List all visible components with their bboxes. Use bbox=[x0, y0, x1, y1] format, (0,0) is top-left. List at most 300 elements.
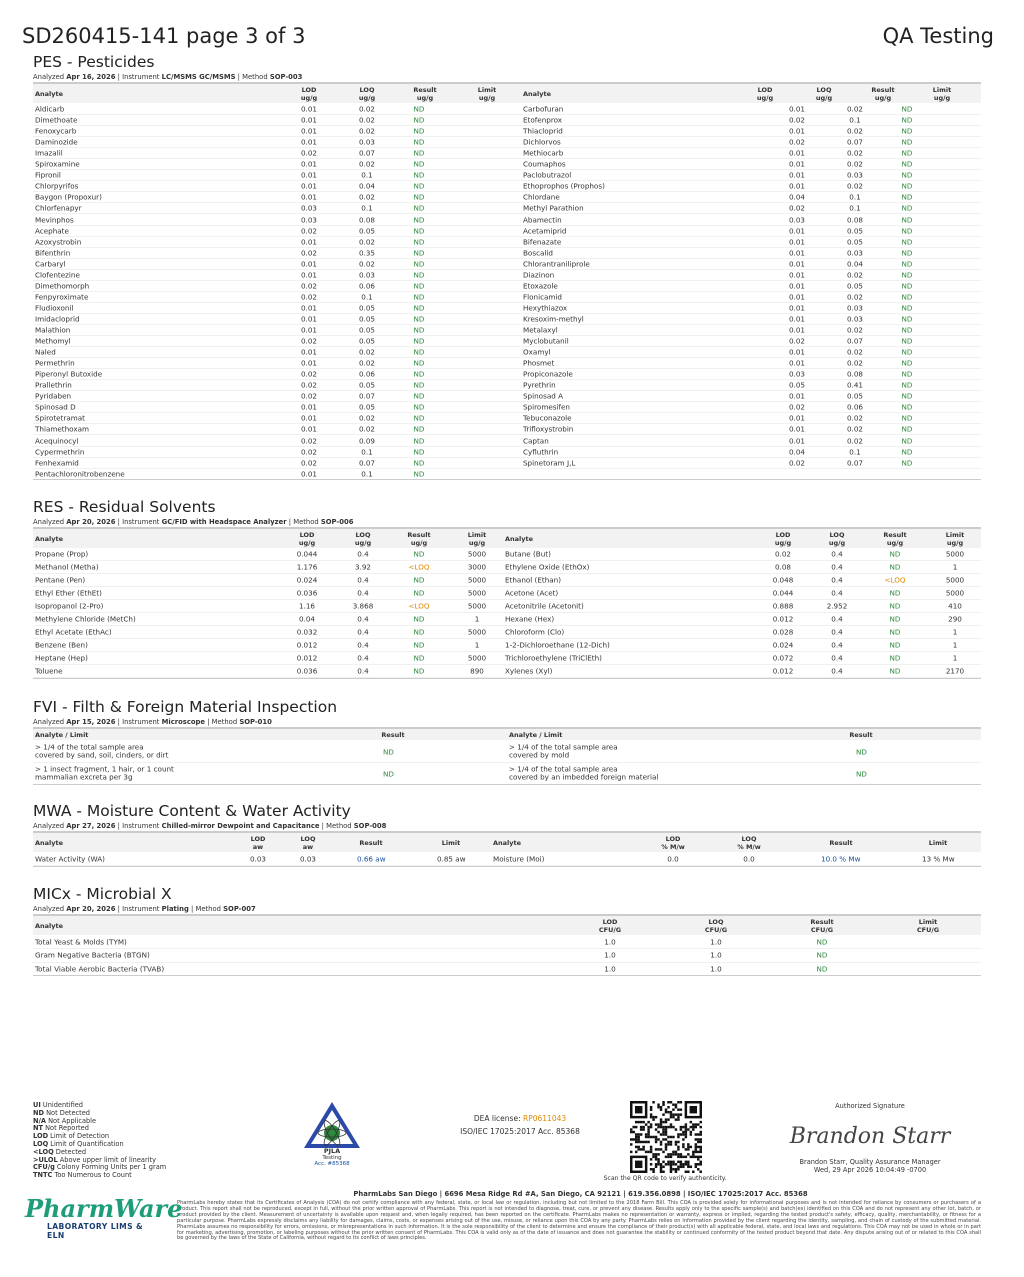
analyte-name: Flonicamid bbox=[523, 292, 562, 302]
analyte-name: Thiacloprid bbox=[523, 126, 563, 136]
lod-value: 0.05 bbox=[788, 380, 805, 390]
analyte-name: Methyl Parathion bbox=[523, 203, 584, 213]
legend-item: >ULOL Above upper limit of linearity bbox=[33, 1155, 156, 1164]
result-value: ND bbox=[413, 614, 425, 624]
result-value: ND bbox=[901, 170, 913, 180]
analyte-name: Methylene Chloride (MetCh) bbox=[35, 614, 136, 624]
analyte-name: Thiamethoxam bbox=[35, 424, 89, 434]
lod-value: 0.044 bbox=[296, 549, 318, 559]
qr-caption: Scan the QR code to verify authenticity. bbox=[603, 1175, 727, 1182]
pes-row bbox=[33, 347, 981, 358]
result-value: <LOQ bbox=[408, 562, 430, 572]
result-value: ND bbox=[413, 575, 425, 585]
lod-value: 0.01 bbox=[300, 115, 317, 125]
analyte-name: Paclobutrazol bbox=[523, 170, 572, 180]
lod-value: 0.02 bbox=[300, 148, 317, 158]
loq-value: 0.02 bbox=[358, 347, 375, 357]
pes-row bbox=[33, 137, 981, 148]
legend-key: TNTC bbox=[33, 1171, 53, 1180]
lod-value: 0.888 bbox=[772, 601, 794, 611]
result-value: ND bbox=[901, 104, 913, 114]
result-value: ND bbox=[901, 192, 913, 202]
analyte-name: Butane (But) bbox=[505, 549, 551, 559]
res-meta: Analyzed Apr 20, 2026 | Instrument GC/FID with Headspace Analyzer | Method SOP-006 bbox=[33, 518, 354, 526]
lod-value: 0.012 bbox=[296, 653, 318, 663]
loq-value: 0.02 bbox=[846, 424, 863, 434]
pes-meta: Analyzed Apr 16, 2026 | Instrument LC/MSMS GC/MSMS | Method SOP-003 bbox=[33, 73, 303, 81]
loq-value: 0.02 bbox=[358, 358, 375, 368]
result-value: ND bbox=[901, 391, 913, 401]
limit-value: 890 bbox=[470, 666, 484, 676]
res-row bbox=[33, 665, 981, 678]
fvi-h-analyte-r: Analyte / Limit bbox=[509, 731, 563, 739]
loq-value: 0.4 bbox=[357, 627, 369, 637]
loq-value: 0.4 bbox=[831, 640, 843, 650]
analyte-name: Spinetoram J,L bbox=[523, 458, 576, 468]
verification-qr-code[interactable] bbox=[630, 1101, 702, 1173]
pes-row bbox=[33, 314, 981, 325]
result-value: ND bbox=[413, 447, 425, 457]
loq-value: 0.02 bbox=[846, 347, 863, 357]
loq-value: 0.08 bbox=[846, 369, 863, 379]
result-value: ND bbox=[889, 640, 901, 650]
fvi-title: FVI - Filth & Foreign Material Inspection bbox=[33, 698, 338, 716]
result-value: ND bbox=[901, 270, 913, 280]
lod-value: 0.01 bbox=[788, 303, 805, 313]
analyte-name: Fenhexamid bbox=[35, 458, 79, 468]
analyte-name: Ethoprophos (Prophos) bbox=[523, 181, 605, 191]
res-table-header bbox=[33, 529, 981, 548]
loq-value: 0.02 bbox=[846, 413, 863, 423]
loq-value: 0.02 bbox=[846, 325, 863, 335]
analyte-name: Acetone (Acet) bbox=[505, 588, 559, 598]
res-title: RES - Residual Solvents bbox=[33, 498, 216, 516]
micx-title: MICx - Microbial X bbox=[33, 885, 172, 903]
pes-row bbox=[33, 292, 981, 303]
loq-value: 0.35 bbox=[358, 248, 375, 258]
analyte-name: Benzene (Ben) bbox=[35, 640, 88, 650]
legend-key: LOD bbox=[33, 1132, 49, 1141]
loq-value: 0.41 bbox=[846, 380, 863, 390]
micx-row bbox=[33, 936, 981, 949]
lod-value: 0.02 bbox=[300, 336, 317, 346]
analyte-name: Piperonyl Butoxide bbox=[35, 369, 103, 379]
fvi-table-header bbox=[33, 729, 981, 740]
analyte-name: Azoxystrobin bbox=[35, 237, 82, 247]
lod-value: 0.01 bbox=[788, 248, 805, 258]
lod-value: 1.0 bbox=[604, 950, 616, 960]
signature-script: Brandon Starr bbox=[789, 1124, 951, 1149]
loq-value: 0.02 bbox=[358, 159, 375, 169]
result-value: ND bbox=[901, 137, 913, 147]
mwa-row: Water Activity (WA) 0.03 0.03 0.66 aw 0.85 aw Moisture (Moi) 0.0 0.0 10.0 % Mw 13 % Mw bbox=[33, 853, 981, 866]
loq-value: 0.4 bbox=[831, 562, 843, 572]
result-value: ND bbox=[413, 358, 425, 368]
result-value: ND bbox=[901, 436, 913, 446]
result-value: ND bbox=[413, 115, 425, 125]
mwa-title: MWA - Moisture Content & Water Activity bbox=[33, 802, 351, 820]
analyte-name: Coumaphos bbox=[523, 159, 566, 169]
analyte-name: Prallethrin bbox=[35, 380, 72, 390]
limit-value: 5000 bbox=[467, 588, 487, 598]
loq-value: 0.02 bbox=[846, 270, 863, 280]
fvi-analyte: > 1/4 of the total sample area covered by mold bbox=[509, 742, 618, 760]
pes-col-header: LOD ug/g bbox=[300, 86, 318, 102]
res-col-header: Result ug/g bbox=[883, 531, 907, 547]
lod-value: 0.01 bbox=[788, 281, 805, 291]
analyte-name: Trifloxystrobin bbox=[523, 424, 574, 434]
loq-value: 0.05 bbox=[358, 226, 375, 236]
res-row bbox=[33, 561, 981, 574]
loq-value: 0.05 bbox=[846, 226, 863, 236]
analyte-name: Fipronil bbox=[35, 170, 61, 180]
result-value: ND bbox=[816, 964, 828, 974]
pes-row bbox=[33, 303, 981, 314]
result-value: ND bbox=[413, 159, 425, 169]
loq-value: 0.07 bbox=[846, 137, 863, 147]
loq-value: 1.0 bbox=[710, 950, 722, 960]
lod-value: 0.072 bbox=[772, 653, 794, 663]
limit-value: 290 bbox=[948, 614, 962, 624]
analyte-name: Baygon (Propoxur) bbox=[35, 192, 102, 202]
analyte-name: Spirotetramat bbox=[35, 413, 85, 423]
loq-value: 0.1 bbox=[361, 447, 373, 457]
analyte-name: Pentane (Pen) bbox=[35, 575, 86, 585]
loq-value: 0.4 bbox=[357, 549, 369, 559]
analyte-name: Toluene bbox=[35, 666, 63, 676]
res-row bbox=[33, 587, 981, 600]
loq-value: 0.4 bbox=[831, 549, 843, 559]
loq-value: 0.08 bbox=[358, 215, 375, 225]
lod-value: 0.08 bbox=[774, 562, 791, 572]
limit-value: 5000 bbox=[467, 575, 487, 585]
result-value: ND bbox=[901, 303, 913, 313]
loq-value: 0.4 bbox=[831, 575, 843, 585]
dea-license-block: DEA license: RP0611043 ISO/IEC 17025:2017 Acc. 85368 bbox=[460, 1114, 580, 1136]
loq-value: 0.04 bbox=[846, 259, 863, 269]
limit-value: 1 bbox=[474, 614, 480, 624]
loq-value: 0.07 bbox=[358, 148, 375, 158]
analyte-name: Propane (Prop) bbox=[35, 549, 89, 559]
loq-value: 0.02 bbox=[358, 104, 375, 114]
loq-value: 0.04 bbox=[358, 181, 375, 191]
result-value: ND bbox=[901, 314, 913, 324]
pes-col-header: LOD ug/g bbox=[756, 86, 774, 102]
result-value: ND bbox=[413, 402, 425, 412]
lod-value: 0.01 bbox=[300, 314, 317, 324]
limit-value: 5000 bbox=[945, 549, 965, 559]
loq-value: 0.07 bbox=[358, 458, 375, 468]
pes-col-header: Result ug/g bbox=[413, 86, 437, 102]
legend-item: LOQ Limit of Quantification bbox=[33, 1139, 124, 1148]
lod-value: 0.03 bbox=[300, 215, 317, 225]
analyte-name: Spiroxamine bbox=[35, 159, 80, 169]
analyte-name: 1-2-Dichloroethane (12-Dich) bbox=[505, 640, 610, 650]
loq-value: 0.1 bbox=[361, 292, 373, 302]
analyte-name: Permethrin bbox=[35, 358, 75, 368]
lod-value: 0.01 bbox=[788, 237, 805, 247]
lod-value: 0.02 bbox=[300, 380, 317, 390]
loq-value: 0.4 bbox=[831, 666, 843, 676]
loq-value: 0.1 bbox=[849, 192, 861, 202]
loq-value: 0.02 bbox=[846, 126, 863, 136]
result-value: ND bbox=[413, 325, 425, 335]
loq-value: 0.4 bbox=[831, 614, 843, 624]
loq-value: 0.02 bbox=[358, 424, 375, 434]
pes-row bbox=[33, 226, 981, 237]
res-col-header: LOQ ug/g bbox=[354, 531, 372, 547]
pes-table-body bbox=[33, 104, 981, 481]
pes-row bbox=[33, 115, 981, 126]
result-value: ND bbox=[413, 292, 425, 302]
analyte-name: Methanol (Metha) bbox=[35, 562, 99, 572]
lod-value: 0.032 bbox=[296, 627, 318, 637]
loq-value: 0.4 bbox=[831, 627, 843, 637]
loq-value: 0.03 bbox=[846, 248, 863, 258]
result-value: ND bbox=[901, 159, 913, 169]
lod-value: 0.01 bbox=[300, 270, 317, 280]
res-table-body bbox=[33, 548, 981, 679]
lod-value: 0.01 bbox=[300, 104, 317, 114]
lod-value: 0.03 bbox=[788, 369, 805, 379]
result-value: ND bbox=[413, 549, 425, 559]
result-value: ND bbox=[413, 192, 425, 202]
result-value: ND bbox=[413, 666, 425, 676]
lod-value: 0.02 bbox=[300, 447, 317, 457]
result-value: ND bbox=[901, 226, 913, 236]
result-value: ND bbox=[901, 447, 913, 457]
loq-value: 0.4 bbox=[357, 666, 369, 676]
lod-value: 1.16 bbox=[298, 601, 315, 611]
lod-value: 0.02 bbox=[788, 203, 805, 213]
legend-item: TNTC Too Numerous to Count bbox=[33, 1171, 132, 1180]
lod-value: 0.02 bbox=[300, 281, 317, 291]
result-value: ND bbox=[413, 640, 425, 650]
result-value: ND bbox=[413, 653, 425, 663]
fvi-row bbox=[33, 763, 981, 785]
loq-value: 0.03 bbox=[358, 137, 375, 147]
analyte-name: Clofentezine bbox=[35, 270, 80, 280]
lab-address-footer: PharmLabs San Diego | 6696 Mesa Ridge Rd #A, San Diego, CA 92121 | 619.356.0898 | ISO/IEC 17025:2017 Acc. 85368 bbox=[353, 1190, 808, 1198]
loq-value: 0.4 bbox=[357, 614, 369, 624]
result-value: ND bbox=[413, 203, 425, 213]
loq-value: 0.05 bbox=[358, 380, 375, 390]
loq-value: 0.05 bbox=[358, 303, 375, 313]
legend-key: ND bbox=[33, 1108, 44, 1117]
loq-value: 0.03 bbox=[846, 170, 863, 180]
analyte-name: Dichlorvos bbox=[523, 137, 561, 147]
analyte-name: Captan bbox=[523, 436, 549, 446]
result-value: ND bbox=[413, 126, 425, 136]
lod-value: 0.01 bbox=[300, 325, 317, 335]
analyte-name: Hexythiazox bbox=[523, 303, 568, 313]
result-value: ND bbox=[413, 303, 425, 313]
loq-value: 0.02 bbox=[846, 358, 863, 368]
mwa-section bbox=[33, 802, 981, 864]
result-value: ND bbox=[901, 369, 913, 379]
lod-value: 0.02 bbox=[300, 391, 317, 401]
micx-meta: Analyzed Apr 20, 2026 | Instrument Plating | Method SOP-007 bbox=[33, 905, 256, 913]
analyte-name: Carbofuran bbox=[523, 104, 564, 114]
result-value: ND bbox=[889, 562, 901, 572]
loq-value: 0.02 bbox=[846, 104, 863, 114]
analyte-name: Acetonitrile (Acetonit) bbox=[505, 601, 584, 611]
res-col-header: LOD ug/g bbox=[298, 531, 316, 547]
lod-value: 0.048 bbox=[772, 575, 794, 585]
result-value: ND bbox=[413, 391, 425, 401]
result-value: ND bbox=[901, 281, 913, 291]
limit-value: 5000 bbox=[945, 575, 965, 585]
analyte-name: Carbaryl bbox=[35, 259, 66, 269]
lod-value: 0.012 bbox=[296, 640, 318, 650]
lod-value: 0.01 bbox=[788, 259, 805, 269]
lod-value: 0.012 bbox=[772, 666, 794, 676]
result-value: ND bbox=[901, 402, 913, 412]
result-value: ND bbox=[816, 950, 828, 960]
loq-value: 0.1 bbox=[849, 115, 861, 125]
loq-value: 0.05 bbox=[358, 325, 375, 335]
legend-key: CFU/g bbox=[33, 1163, 55, 1172]
analyte-name: Spiromesifen bbox=[523, 402, 570, 412]
result-value: ND bbox=[413, 413, 425, 423]
lod-value: 0.01 bbox=[300, 413, 317, 423]
result-value: ND bbox=[901, 215, 913, 225]
loq-value: 0.07 bbox=[358, 391, 375, 401]
mwa-table-header: Analyte LOD aw LOQ aw Result Limit Analyte LOD % M/w LOQ % M/w Result Limit bbox=[33, 833, 981, 852]
analyte-name: Trichloroethylene (TriClEth) bbox=[505, 653, 602, 663]
result-value: ND bbox=[413, 469, 425, 479]
pes-col-header: Limit ug/g bbox=[932, 86, 952, 102]
result-value: ND bbox=[901, 181, 913, 191]
lod-value: 0.036 bbox=[296, 666, 318, 676]
lod-value: 0.03 bbox=[788, 215, 805, 225]
loq-value: 0.4 bbox=[357, 653, 369, 663]
lod-value: 0.02 bbox=[788, 115, 805, 125]
limit-value: 5000 bbox=[467, 601, 487, 611]
res-row bbox=[33, 652, 981, 665]
analyte-name: Chloroform (Clo) bbox=[505, 627, 565, 637]
pes-row bbox=[33, 391, 981, 402]
analyte-name: Metalaxyl bbox=[523, 325, 558, 335]
result-value: ND bbox=[901, 380, 913, 390]
analyte-name: Dimethoate bbox=[35, 115, 78, 125]
result-value: ND bbox=[413, 314, 425, 324]
loq-value: 3.92 bbox=[354, 562, 371, 572]
limit-value: 1 bbox=[474, 640, 480, 650]
lod-value: 0.02 bbox=[300, 458, 317, 468]
pes-row bbox=[33, 402, 981, 413]
lod-value: 0.02 bbox=[788, 137, 805, 147]
lod-value: 0.01 bbox=[300, 192, 317, 202]
result-value: ND bbox=[901, 413, 913, 423]
analyte-name: Ethyl Acetate (EthAc) bbox=[35, 627, 112, 637]
pes-row bbox=[33, 237, 981, 248]
loq-value: 0.1 bbox=[849, 447, 861, 457]
analyte-name: Tebuconazole bbox=[523, 413, 572, 423]
loq-value: 0.06 bbox=[358, 281, 375, 291]
lod-value: 0.01 bbox=[788, 436, 805, 446]
lod-value: 0.02 bbox=[300, 226, 317, 236]
result-value: ND bbox=[413, 281, 425, 291]
pes-row bbox=[33, 259, 981, 270]
loq-value: 0.08 bbox=[846, 215, 863, 225]
signer-name: Brandon Starr, Quality Assurance Manager bbox=[799, 1158, 941, 1166]
res-col-header: Analyte bbox=[35, 535, 64, 543]
result-value: ND bbox=[901, 148, 913, 158]
pes-row bbox=[33, 458, 981, 469]
fvi-h-analyte-l: Analyte / Limit bbox=[35, 731, 89, 739]
loq-value: 0.06 bbox=[846, 402, 863, 412]
lod-value: 0.02 bbox=[300, 436, 317, 446]
loq-value: 0.07 bbox=[846, 336, 863, 346]
loq-value: 0.02 bbox=[358, 413, 375, 423]
lod-value: 0.01 bbox=[300, 159, 317, 169]
analyte-name: Ethylene Oxide (EthOx) bbox=[505, 562, 590, 572]
loq-value: 0.02 bbox=[846, 292, 863, 302]
result-value: ND bbox=[413, 181, 425, 191]
result-value: ND bbox=[413, 627, 425, 637]
analyte-name: Boscalid bbox=[523, 248, 553, 258]
result-value: ND bbox=[413, 369, 425, 379]
result-value: ND bbox=[889, 588, 901, 598]
loq-value: 2.952 bbox=[826, 601, 848, 611]
analyte-name: Malathion bbox=[35, 325, 71, 335]
analyte-name: Heptane (Hep) bbox=[35, 653, 88, 663]
pharmware-logo: PharmWare LABORATORY LIMS & ELN bbox=[25, 1194, 183, 1240]
micx-table-header: Analyte LOD CFU/G LOQ CFU/G Result CFU/G Limit CFU/G bbox=[33, 916, 981, 935]
analyte-name: Kresoxim-methyl bbox=[523, 314, 584, 324]
analyte-name: Etoxazole bbox=[523, 281, 558, 291]
result-value: ND bbox=[889, 601, 901, 611]
res-col-header: Limit ug/g bbox=[945, 531, 965, 547]
pes-row bbox=[33, 436, 981, 447]
limit-value: 5000 bbox=[467, 653, 487, 663]
pes-row bbox=[33, 181, 981, 192]
loq-value: 0.1 bbox=[361, 170, 373, 180]
result-value: ND bbox=[901, 325, 913, 335]
result-value: ND bbox=[413, 424, 425, 434]
signature-title: Authorized Signature bbox=[835, 1102, 905, 1110]
fvi-h-result-r: Result bbox=[849, 731, 873, 739]
loq-value: 1.0 bbox=[710, 964, 722, 974]
analyte-name: Spinosad A bbox=[523, 391, 563, 401]
loq-value: 0.05 bbox=[846, 237, 863, 247]
res-col-header: Result ug/g bbox=[407, 531, 431, 547]
page-header bbox=[22, 24, 994, 54]
pes-row bbox=[33, 159, 981, 170]
loq-value: 0.4 bbox=[831, 588, 843, 598]
loq-value: 0.02 bbox=[358, 237, 375, 247]
result-value: ND bbox=[413, 436, 425, 446]
result-value: ND bbox=[901, 424, 913, 434]
analyte-name: Methiocarb bbox=[523, 148, 564, 158]
lod-value: 0.03 bbox=[300, 203, 317, 213]
lod-value: 0.01 bbox=[300, 402, 317, 412]
lod-value: 0.036 bbox=[296, 588, 318, 598]
limit-value: 1 bbox=[952, 562, 958, 572]
lod-value: 0.01 bbox=[300, 424, 317, 434]
result-value: ND bbox=[889, 666, 901, 676]
lod-value: 0.02 bbox=[788, 458, 805, 468]
loq-value: 0.05 bbox=[846, 391, 863, 401]
loq-value: 0.4 bbox=[357, 575, 369, 585]
result-value: ND bbox=[889, 614, 901, 624]
legend-item: <LOQ Detected bbox=[33, 1147, 87, 1156]
lod-value: 0.01 bbox=[300, 358, 317, 368]
report-id-page: SD260415-141 page 3 of 3 bbox=[22, 24, 306, 48]
loq-value: 0.02 bbox=[358, 192, 375, 202]
limit-value: 1 bbox=[952, 640, 958, 650]
